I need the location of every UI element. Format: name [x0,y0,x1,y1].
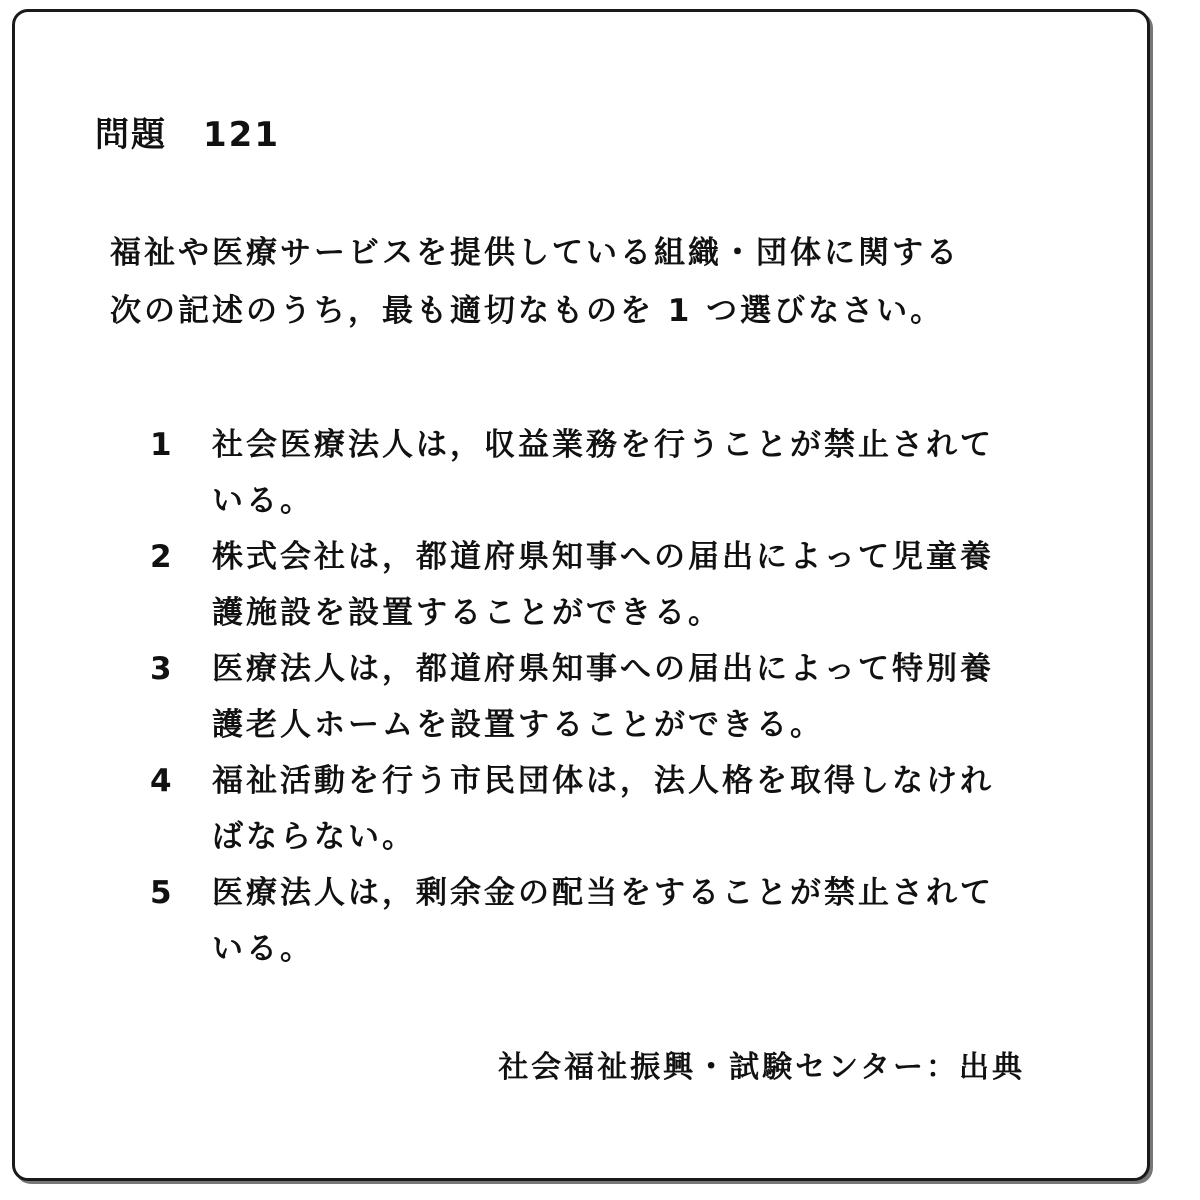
option-number: 2 [150,539,175,575]
question-card [12,9,1150,1181]
option-number: 5 [150,875,175,911]
answer-options [150,417,1070,977]
option-4 [150,753,1070,865]
question-line-2: 次の記述のうち，最も適切なものを 1 つ選びなさい。 [110,293,945,329]
option-text-line: 護施設を設置することができる。 [212,595,722,631]
option-text-line: ばならない。 [212,819,416,855]
option-text-line: 福祉活動を行う市民団体は，法人格を取得しなけれ [212,763,994,799]
question-text [110,224,1070,340]
option-text-line: 社会医療法人は，収益業務を行うことが禁止されて [212,427,994,463]
option-3 [150,641,1070,753]
question-line-1: 福祉や医療サービスを提供している組織・団体に関する [110,235,960,271]
option-text [212,641,1072,753]
source-citation: 社会福祉振興・試験センター：出典 [498,1050,1025,1085]
option-text [212,417,1072,529]
option-5 [150,865,1070,977]
option-number: 3 [150,651,175,687]
option-text [212,529,1072,641]
option-text-line: 護老人ホームを設置することができる。 [212,707,824,743]
problem-number: 問題 121 [95,115,280,155]
option-text [212,865,1072,977]
option-text [212,753,1072,865]
option-text-line: いる。 [212,931,314,967]
option-text-line: 株式会社は，都道府県知事への届出によって児童養 [212,539,994,575]
option-number: 4 [150,763,175,799]
option-text-line: いる。 [212,483,314,519]
option-number: 1 [150,427,175,463]
option-text-line: 医療法人は，都道府県知事への届出によって特別養 [212,651,994,687]
option-2 [150,529,1070,641]
option-1 [150,417,1070,529]
option-text-line: 医療法人は，剰余金の配当をすることが禁止されて [212,875,994,911]
